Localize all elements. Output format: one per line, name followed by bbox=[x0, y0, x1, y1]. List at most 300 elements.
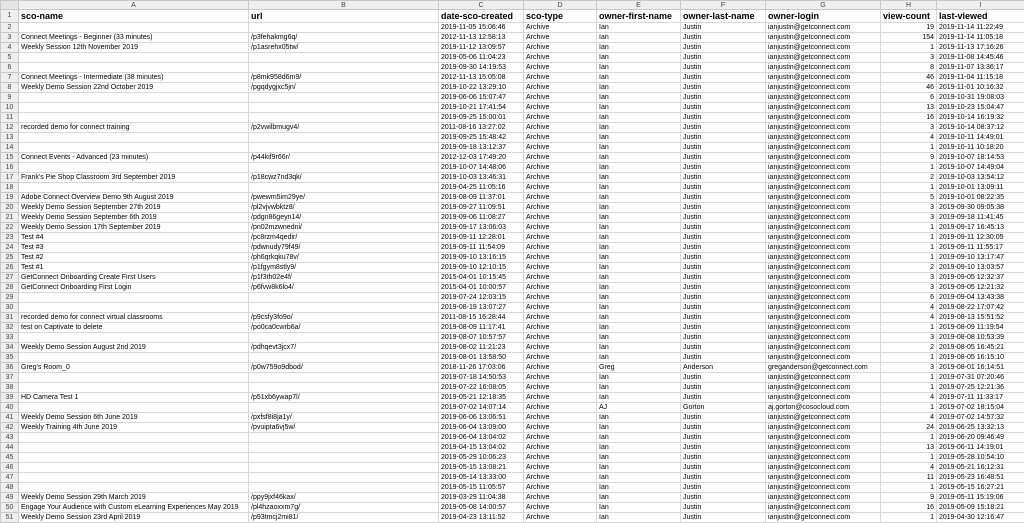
cell-sco-type[interactable]: Archive bbox=[524, 203, 597, 213]
cell-owner-last-name[interactable]: Justin bbox=[681, 143, 766, 153]
cell-view-count[interactable]: 3 bbox=[881, 53, 937, 63]
cell-owner-first-name[interactable]: Ian bbox=[597, 413, 681, 423]
cell-owner-login[interactable]: ianjustin@getconnect.com bbox=[766, 343, 881, 353]
row-number[interactable]: 48 bbox=[1, 483, 19, 493]
cell-owner-login[interactable]: ianjustin@getconnect.com bbox=[766, 283, 881, 293]
cell-date-sco-created[interactable]: 2019-06-04 13:04:02 bbox=[439, 433, 524, 443]
cell-owner-login[interactable]: ianjustin@getconnect.com bbox=[766, 463, 881, 473]
cell-url[interactable] bbox=[249, 403, 439, 413]
cell-view-count[interactable]: 1 bbox=[881, 223, 937, 233]
cell-last-viewed[interactable]: 2019-09-04 13:43:38 bbox=[937, 293, 1024, 303]
row-number[interactable]: 46 bbox=[1, 463, 19, 473]
cell-owner-last-name[interactable]: Justin bbox=[681, 103, 766, 113]
cell-owner-last-name[interactable]: Justin bbox=[681, 203, 766, 213]
cell-owner-first-name[interactable]: Greg bbox=[597, 363, 681, 373]
cell-date-sco-created[interactable]: 2019-09-11 12:28:01 bbox=[439, 233, 524, 243]
cell-sco-type[interactable]: Archive bbox=[524, 473, 597, 483]
cell-sco-name[interactable]: Test #2 bbox=[19, 253, 249, 263]
cell-view-count[interactable]: 16 bbox=[881, 113, 937, 123]
cell-view-count[interactable]: 3 bbox=[881, 283, 937, 293]
cell-sco-name[interactable]: Connect Meetings - Beginner (33 minutes) bbox=[19, 33, 249, 43]
cell-url[interactable] bbox=[249, 293, 439, 303]
cell-sco-type[interactable]: Archive bbox=[524, 113, 597, 123]
row-number[interactable]: 38 bbox=[1, 383, 19, 393]
cell-owner-first-name[interactable]: Ian bbox=[597, 333, 681, 343]
row-number[interactable]: 36 bbox=[1, 363, 19, 373]
cell-owner-login[interactable]: ianjustin@getconnect.com bbox=[766, 293, 881, 303]
cell-view-count[interactable]: 2 bbox=[881, 173, 937, 183]
cell-owner-login[interactable]: ianjustin@getconnect.com bbox=[766, 93, 881, 103]
cell-date-sco-created[interactable]: 2019-05-21 12:18:35 bbox=[439, 393, 524, 403]
cell-url[interactable] bbox=[249, 103, 439, 113]
cell-view-count[interactable]: 1 bbox=[881, 143, 937, 153]
cell-date-sco-created[interactable]: 2019-09-10 13:16:15 bbox=[439, 253, 524, 263]
cell-owner-first-name[interactable]: Ian bbox=[597, 383, 681, 393]
cell-last-viewed[interactable]: 2019-05-15 16:27:21 bbox=[937, 483, 1024, 493]
cell-date-sco-created[interactable]: 2019-09-17 13:06:03 bbox=[439, 223, 524, 233]
cell-url[interactable] bbox=[249, 473, 439, 483]
cell-owner-last-name[interactable]: Justin bbox=[681, 483, 766, 493]
column-header-cell[interactable]: owner-last-name bbox=[681, 10, 766, 23]
column-letter-header-cell[interactable]: F bbox=[681, 1, 766, 10]
row-number[interactable]: 5 bbox=[1, 53, 19, 63]
cell-sco-name[interactable]: recorded demo for connect training bbox=[19, 123, 249, 133]
cell-last-viewed[interactable]: 2019-10-07 18:14:53 bbox=[937, 153, 1024, 163]
cell-url[interactable] bbox=[249, 163, 439, 173]
cell-sco-type[interactable]: Archive bbox=[524, 343, 597, 353]
cell-view-count[interactable]: 4 bbox=[881, 133, 937, 143]
cell-view-count[interactable]: 4 bbox=[881, 393, 937, 403]
cell-owner-first-name[interactable]: Ian bbox=[597, 103, 681, 113]
cell-sco-name[interactable]: Weekly Session 12th November 2019 bbox=[19, 43, 249, 53]
cell-url[interactable]: /pxfsf8i8ja1y/ bbox=[249, 413, 439, 423]
row-number[interactable]: 44 bbox=[1, 443, 19, 453]
cell-url[interactable]: /p6fvw8k6lo4/ bbox=[249, 283, 439, 293]
cell-view-count[interactable]: 8 bbox=[881, 63, 937, 73]
cell-owner-first-name[interactable]: Ian bbox=[597, 493, 681, 503]
row-number[interactable]: 9 bbox=[1, 93, 19, 103]
cell-url[interactable] bbox=[249, 463, 439, 473]
cell-owner-last-name[interactable]: Justin bbox=[681, 133, 766, 143]
cell-owner-last-name[interactable]: Justin bbox=[681, 243, 766, 253]
row-number[interactable]: 11 bbox=[1, 113, 19, 123]
cell-date-sco-created[interactable]: 2019-09-27 11:09:51 bbox=[439, 203, 524, 213]
cell-date-sco-created[interactable]: 2012-11-13 12:58:13 bbox=[439, 33, 524, 43]
cell-view-count[interactable]: 19 bbox=[881, 23, 937, 33]
cell-owner-login[interactable]: ianjustin@getconnect.com bbox=[766, 203, 881, 213]
cell-last-viewed[interactable]: 2019-11-13 17:16:26 bbox=[937, 43, 1024, 53]
cell-last-viewed[interactable]: 2019-05-23 16:48:51 bbox=[937, 473, 1024, 483]
row-number[interactable]: 47 bbox=[1, 473, 19, 483]
cell-owner-first-name[interactable]: Ian bbox=[597, 243, 681, 253]
cell-owner-first-name[interactable]: Ian bbox=[597, 153, 681, 163]
cell-owner-last-name[interactable]: Justin bbox=[681, 253, 766, 263]
cell-owner-login[interactable]: ianjustin@getconnect.com bbox=[766, 423, 881, 433]
cell-owner-first-name[interactable]: Ian bbox=[597, 513, 681, 523]
cell-sco-name[interactable]: Test #1 bbox=[19, 263, 249, 273]
column-letter-header-cell[interactable]: C bbox=[439, 1, 524, 10]
cell-owner-login[interactable]: ianjustin@getconnect.com bbox=[766, 133, 881, 143]
cell-owner-login[interactable]: ianjustin@getconnect.com bbox=[766, 323, 881, 333]
cell-sco-name[interactable]: Weekly Demo Session 29th March 2019 bbox=[19, 493, 249, 503]
cell-owner-login[interactable]: greganderson@getconnect.com bbox=[766, 363, 881, 373]
cell-sco-name[interactable] bbox=[19, 443, 249, 453]
cell-date-sco-created[interactable]: 2019-05-08 14:00:57 bbox=[439, 503, 524, 513]
cell-owner-login[interactable]: ianjustin@getconnect.com bbox=[766, 393, 881, 403]
cell-url[interactable]: /ppy9jxf46kax/ bbox=[249, 493, 439, 503]
cell-date-sco-created[interactable]: 2019-11-12 13:09:57 bbox=[439, 43, 524, 53]
cell-owner-login[interactable]: ianjustin@getconnect.com bbox=[766, 213, 881, 223]
cell-view-count[interactable]: 1 bbox=[881, 233, 937, 243]
cell-owner-login[interactable]: ianjustin@getconnect.com bbox=[766, 253, 881, 263]
cell-last-viewed[interactable]: 2019-09-05 12:21:32 bbox=[937, 283, 1024, 293]
cell-owner-last-name[interactable]: Justin bbox=[681, 423, 766, 433]
cell-sco-type[interactable]: Archive bbox=[524, 153, 597, 163]
cell-sco-type[interactable]: Archive bbox=[524, 393, 597, 403]
cell-sco-type[interactable]: Archive bbox=[524, 423, 597, 433]
cell-owner-first-name[interactable]: Ian bbox=[597, 113, 681, 123]
cell-date-sco-created[interactable]: 2015-04-01 10:15:45 bbox=[439, 273, 524, 283]
cell-sco-type[interactable]: Archive bbox=[524, 73, 597, 83]
cell-owner-first-name[interactable]: Ian bbox=[597, 503, 681, 513]
cell-sco-type[interactable]: Archive bbox=[524, 83, 597, 93]
cell-sco-type[interactable]: Archive bbox=[524, 303, 597, 313]
cell-url[interactable] bbox=[249, 23, 439, 33]
cell-last-viewed[interactable]: 2019-06-25 13:32:13 bbox=[937, 423, 1024, 433]
cell-date-sco-created[interactable]: 2011-08-16 13:27:02 bbox=[439, 123, 524, 133]
row-number[interactable]: 26 bbox=[1, 263, 19, 273]
cell-url[interactable] bbox=[249, 433, 439, 443]
cell-sco-type[interactable]: Archive bbox=[524, 333, 597, 343]
cell-owner-login[interactable]: ianjustin@getconnect.com bbox=[766, 113, 881, 123]
cell-view-count[interactable]: 1 bbox=[881, 253, 937, 263]
row-number[interactable]: 15 bbox=[1, 153, 19, 163]
cell-date-sco-created[interactable]: 2019-03-29 11:04:38 bbox=[439, 493, 524, 503]
cell-date-sco-created[interactable]: 2019-11-05 15:06:46 bbox=[439, 23, 524, 33]
column-letter-header-cell[interactable]: E bbox=[597, 1, 681, 10]
cell-owner-first-name[interactable]: Ian bbox=[597, 313, 681, 323]
cell-owner-login[interactable]: ianjustin@getconnect.com bbox=[766, 173, 881, 183]
cell-last-viewed[interactable]: 2019-07-02 14:57:32 bbox=[937, 413, 1024, 423]
cell-sco-type[interactable]: Archive bbox=[524, 513, 597, 523]
cell-sco-name[interactable]: Connect Events - Advanced (23 minutes) bbox=[19, 153, 249, 163]
cell-url[interactable]: /pvuipta6vj5w/ bbox=[249, 423, 439, 433]
cell-sco-name[interactable] bbox=[19, 463, 249, 473]
cell-view-count[interactable]: 46 bbox=[881, 83, 937, 93]
cell-owner-first-name[interactable]: Ian bbox=[597, 283, 681, 293]
cell-last-viewed[interactable]: 2019-07-31 07:20:46 bbox=[937, 373, 1024, 383]
cell-last-viewed[interactable]: 2019-09-11 12:30:05 bbox=[937, 233, 1024, 243]
cell-owner-first-name[interactable]: Ian bbox=[597, 53, 681, 63]
cell-owner-last-name[interactable]: Justin bbox=[681, 193, 766, 203]
cell-owner-last-name[interactable]: Justin bbox=[681, 93, 766, 103]
cell-owner-first-name[interactable]: Ian bbox=[597, 223, 681, 233]
cell-date-sco-created[interactable]: 2019-10-07 14:48:06 bbox=[439, 163, 524, 173]
cell-last-viewed[interactable]: 2019-08-01 16:14:51 bbox=[937, 363, 1024, 373]
cell-owner-last-name[interactable]: Gorton bbox=[681, 403, 766, 413]
cell-owner-last-name[interactable]: Justin bbox=[681, 263, 766, 273]
cell-url[interactable] bbox=[249, 63, 439, 73]
row-number[interactable]: 50 bbox=[1, 503, 19, 513]
cell-owner-login[interactable]: ianjustin@getconnect.com bbox=[766, 73, 881, 83]
cell-url[interactable]: /pdhqevt3jcx7/ bbox=[249, 343, 439, 353]
cell-owner-last-name[interactable]: Anderson bbox=[681, 363, 766, 373]
cell-view-count[interactable]: 1 bbox=[881, 513, 937, 523]
cell-url[interactable]: /p1asrehx05tw/ bbox=[249, 43, 439, 53]
cell-last-viewed[interactable]: 2019-09-11 11:55:17 bbox=[937, 243, 1024, 253]
cell-last-viewed[interactable]: 2019-10-23 15:04:47 bbox=[937, 103, 1024, 113]
cell-view-count[interactable]: 3 bbox=[881, 213, 937, 223]
cell-owner-last-name[interactable]: Justin bbox=[681, 453, 766, 463]
cell-sco-type[interactable]: Archive bbox=[524, 63, 597, 73]
cell-owner-last-name[interactable]: Justin bbox=[681, 53, 766, 63]
column-header-cell[interactable]: last-viewed bbox=[937, 10, 1024, 23]
cell-date-sco-created[interactable]: 2019-06-04 13:09:00 bbox=[439, 423, 524, 433]
cell-view-count[interactable]: 24 bbox=[881, 423, 937, 433]
cell-view-count[interactable]: 4 bbox=[881, 463, 937, 473]
cell-last-viewed[interactable]: 2019-05-11 15:19:06 bbox=[937, 493, 1024, 503]
cell-sco-type[interactable]: Archive bbox=[524, 433, 597, 443]
cell-view-count[interactable]: 2 bbox=[881, 263, 937, 273]
cell-date-sco-created[interactable]: 2019-05-15 13:08:21 bbox=[439, 463, 524, 473]
cell-sco-name[interactable]: Test #4 bbox=[19, 233, 249, 243]
cell-owner-first-name[interactable]: Ian bbox=[597, 183, 681, 193]
cell-sco-name[interactable] bbox=[19, 143, 249, 153]
cell-last-viewed[interactable]: 2019-10-01 13:09:11 bbox=[937, 183, 1024, 193]
row-number[interactable]: 16 bbox=[1, 163, 19, 173]
cell-url[interactable]: /pgqdygjxc5jn/ bbox=[249, 83, 439, 93]
row-number[interactable]: 35 bbox=[1, 353, 19, 363]
cell-sco-type[interactable]: Archive bbox=[524, 313, 597, 323]
cell-owner-last-name[interactable]: Justin bbox=[681, 313, 766, 323]
cell-owner-first-name[interactable]: Ian bbox=[597, 73, 681, 83]
cell-owner-first-name[interactable]: Ian bbox=[597, 423, 681, 433]
cell-sco-type[interactable]: Archive bbox=[524, 43, 597, 53]
cell-sco-type[interactable]: Archive bbox=[524, 93, 597, 103]
row-number[interactable]: 39 bbox=[1, 393, 19, 403]
cell-url[interactable]: /p93tmcj2mi81/ bbox=[249, 513, 439, 523]
cell-sco-name[interactable]: Connect Meetings - Intermediate (38 minutes) bbox=[19, 73, 249, 83]
cell-sco-type[interactable]: Archive bbox=[524, 23, 597, 33]
cell-sco-name[interactable] bbox=[19, 53, 249, 63]
cell-owner-first-name[interactable]: Ian bbox=[597, 393, 681, 403]
cell-last-viewed[interactable]: 2019-10-11 10:18:20 bbox=[937, 143, 1024, 153]
cell-owner-last-name[interactable]: Justin bbox=[681, 123, 766, 133]
cell-sco-name[interactable] bbox=[19, 163, 249, 173]
cell-owner-last-name[interactable]: Justin bbox=[681, 283, 766, 293]
cell-owner-last-name[interactable]: Justin bbox=[681, 383, 766, 393]
cell-date-sco-created[interactable]: 2019-05-29 10:06:23 bbox=[439, 453, 524, 463]
cell-owner-last-name[interactable]: Justin bbox=[681, 513, 766, 523]
cell-date-sco-created[interactable]: 2019-09-11 11:54:09 bbox=[439, 243, 524, 253]
cell-owner-last-name[interactable]: Justin bbox=[681, 233, 766, 243]
cell-date-sco-created[interactable]: 2019-04-23 13:11:52 bbox=[439, 513, 524, 523]
cell-owner-login[interactable]: ianjustin@getconnect.com bbox=[766, 63, 881, 73]
cell-last-viewed[interactable]: 2019-11-04 11:15:18 bbox=[937, 73, 1024, 83]
cell-date-sco-created[interactable]: 2019-07-24 12:03:15 bbox=[439, 293, 524, 303]
cell-sco-type[interactable]: Archive bbox=[524, 223, 597, 233]
cell-date-sco-created[interactable]: 2019-09-10 12:10:15 bbox=[439, 263, 524, 273]
cell-view-count[interactable]: 13 bbox=[881, 103, 937, 113]
cell-url[interactable]: /p1f3th02e4f/ bbox=[249, 273, 439, 283]
row-number[interactable]: 49 bbox=[1, 493, 19, 503]
row-number[interactable]: 12 bbox=[1, 123, 19, 133]
cell-url[interactable]: /p2vwilbmugv4/ bbox=[249, 123, 439, 133]
cell-view-count[interactable]: 4 bbox=[881, 313, 937, 323]
cell-date-sco-created[interactable]: 2019-05-06 11:04:23 bbox=[439, 53, 524, 63]
cell-owner-first-name[interactable]: Ian bbox=[597, 263, 681, 273]
cell-sco-type[interactable]: Archive bbox=[524, 353, 597, 363]
cell-view-count[interactable]: 16 bbox=[881, 503, 937, 513]
cell-owner-login[interactable]: ianjustin@getconnect.com bbox=[766, 43, 881, 53]
cell-owner-last-name[interactable]: Justin bbox=[681, 23, 766, 33]
cell-url[interactable] bbox=[249, 443, 439, 453]
cell-sco-name[interactable]: test on Captivate to delete bbox=[19, 323, 249, 333]
cell-owner-login[interactable]: ianjustin@getconnect.com bbox=[766, 513, 881, 523]
cell-last-viewed[interactable]: 2019-06-20 09:46:49 bbox=[937, 433, 1024, 443]
cell-sco-name[interactable]: Frank's Pie Shop Classroom 3rd September 2019 bbox=[19, 173, 249, 183]
cell-view-count[interactable]: 3 bbox=[881, 363, 937, 373]
row-number[interactable]: 22 bbox=[1, 223, 19, 233]
cell-url[interactable]: /p44kif9r66r/ bbox=[249, 153, 439, 163]
row-number[interactable]: 23 bbox=[1, 233, 19, 243]
row-number[interactable]: 6 bbox=[1, 63, 19, 73]
cell-owner-last-name[interactable]: Justin bbox=[681, 333, 766, 343]
cell-date-sco-created[interactable]: 2012-11-13 15:05:08 bbox=[439, 73, 524, 83]
cell-sco-name[interactable]: Adobe Connect Overview Demo 9th August 2019 bbox=[19, 193, 249, 203]
cell-sco-type[interactable]: Archive bbox=[524, 503, 597, 513]
cell-url[interactable]: /p1fgym8stly9/ bbox=[249, 263, 439, 273]
column-letter-header-cell[interactable]: I bbox=[937, 1, 1024, 10]
cell-date-sco-created[interactable]: 2019-07-18 14:50:53 bbox=[439, 373, 524, 383]
cell-owner-login[interactable]: ianjustin@getconnect.com bbox=[766, 503, 881, 513]
cell-url[interactable]: /ph6qrkqku78v/ bbox=[249, 253, 439, 263]
cell-url[interactable] bbox=[249, 93, 439, 103]
cell-sco-name[interactable] bbox=[19, 333, 249, 343]
column-header-cell[interactable]: sco-name bbox=[19, 10, 249, 23]
cell-owner-first-name[interactable]: Ian bbox=[597, 133, 681, 143]
cell-owner-first-name[interactable]: Ian bbox=[597, 433, 681, 443]
row-number[interactable]: 25 bbox=[1, 253, 19, 263]
cell-sco-name[interactable] bbox=[19, 403, 249, 413]
cell-owner-last-name[interactable]: Justin bbox=[681, 183, 766, 193]
row-number[interactable]: 13 bbox=[1, 133, 19, 143]
cell-view-count[interactable]: 6 bbox=[881, 293, 937, 303]
row-number[interactable]: 33 bbox=[1, 333, 19, 343]
cell-last-viewed[interactable]: 2019-06-11 14:19:01 bbox=[937, 443, 1024, 453]
cell-last-viewed[interactable]: 2019-11-01 10:16:32 bbox=[937, 83, 1024, 93]
cell-sco-name[interactable] bbox=[19, 473, 249, 483]
cell-sco-name[interactable] bbox=[19, 453, 249, 463]
cell-owner-last-name[interactable]: Justin bbox=[681, 213, 766, 223]
cell-url[interactable] bbox=[249, 353, 439, 363]
column-header-cell[interactable]: sco-type bbox=[524, 10, 597, 23]
cell-date-sco-created[interactable]: 2019-08-09 11:37:01 bbox=[439, 193, 524, 203]
cell-url[interactable] bbox=[249, 333, 439, 343]
cell-owner-first-name[interactable]: Ian bbox=[597, 213, 681, 223]
cell-owner-login[interactable]: ianjustin@getconnect.com bbox=[766, 373, 881, 383]
cell-sco-name[interactable] bbox=[19, 433, 249, 443]
cell-sco-name[interactable] bbox=[19, 303, 249, 313]
cell-owner-login[interactable]: ianjustin@getconnect.com bbox=[766, 453, 881, 463]
cell-sco-type[interactable]: Archive bbox=[524, 413, 597, 423]
cell-last-viewed[interactable]: 2019-08-09 11:19:54 bbox=[937, 323, 1024, 333]
cell-owner-login[interactable]: ianjustin@getconnect.com bbox=[766, 143, 881, 153]
row-number[interactable]: 37 bbox=[1, 373, 19, 383]
cell-owner-first-name[interactable]: Ian bbox=[597, 343, 681, 353]
cell-sco-type[interactable]: Archive bbox=[524, 103, 597, 113]
cell-sco-name[interactable] bbox=[19, 383, 249, 393]
row-number[interactable]: 14 bbox=[1, 143, 19, 153]
cell-owner-first-name[interactable]: Ian bbox=[597, 483, 681, 493]
cell-sco-type[interactable]: Archive bbox=[524, 243, 597, 253]
cell-owner-last-name[interactable]: Justin bbox=[681, 413, 766, 423]
cell-owner-last-name[interactable]: Justin bbox=[681, 463, 766, 473]
cell-sco-name[interactable]: recorded demo for connect virtual classrooms bbox=[19, 313, 249, 323]
cell-view-count[interactable]: 13 bbox=[881, 443, 937, 453]
row-number[interactable]: 45 bbox=[1, 453, 19, 463]
column-header-cell[interactable]: owner-login bbox=[766, 10, 881, 23]
cell-owner-login[interactable]: ianjustin@getconnect.com bbox=[766, 53, 881, 63]
row-number[interactable]: 2 bbox=[1, 23, 19, 33]
cell-sco-name[interactable]: GetConnect Onboarding Create First Users bbox=[19, 273, 249, 283]
cell-sco-name[interactable] bbox=[19, 483, 249, 493]
cell-owner-last-name[interactable]: Justin bbox=[681, 173, 766, 183]
cell-sco-name[interactable]: Weekly Demo Session 6th June 2019 bbox=[19, 413, 249, 423]
cell-date-sco-created[interactable]: 2019-07-02 14:07:14 bbox=[439, 403, 524, 413]
cell-url[interactable]: /pl2vjvwbktz8/ bbox=[249, 203, 439, 213]
cell-owner-last-name[interactable]: Justin bbox=[681, 153, 766, 163]
cell-owner-first-name[interactable]: Ian bbox=[597, 23, 681, 33]
cell-date-sco-created[interactable]: 2019-04-25 11:05:16 bbox=[439, 183, 524, 193]
cell-date-sco-created[interactable]: 2019-09-25 15:00:01 bbox=[439, 113, 524, 123]
cell-view-count[interactable]: 1 bbox=[881, 353, 937, 363]
cell-view-count[interactable]: 3 bbox=[881, 123, 937, 133]
cell-url[interactable] bbox=[249, 483, 439, 493]
cell-view-count[interactable]: 1 bbox=[881, 373, 937, 383]
cell-sco-name[interactable] bbox=[19, 63, 249, 73]
cell-url[interactable] bbox=[249, 453, 439, 463]
cell-owner-login[interactable]: ianjustin@getconnect.com bbox=[766, 263, 881, 273]
column-letter-header-cell[interactable]: B bbox=[249, 1, 439, 10]
cell-view-count[interactable]: 1 bbox=[881, 483, 937, 493]
cell-owner-first-name[interactable]: Ian bbox=[597, 203, 681, 213]
cell-date-sco-created[interactable]: 2019-08-01 13:58:50 bbox=[439, 353, 524, 363]
cell-sco-name[interactable]: Weekly Demo Session 17th September 2019 bbox=[19, 223, 249, 233]
cell-last-viewed[interactable]: 2019-11-14 11:22:49 bbox=[937, 23, 1024, 33]
cell-date-sco-created[interactable]: 2019-06-06 15:07:47 bbox=[439, 93, 524, 103]
cell-last-viewed[interactable]: 2019-07-11 11:33:17 bbox=[937, 393, 1024, 403]
cell-sco-name[interactable] bbox=[19, 93, 249, 103]
cell-last-viewed[interactable]: 2019-09-17 16:45:13 bbox=[937, 223, 1024, 233]
cell-sco-type[interactable]: Archive bbox=[524, 133, 597, 143]
cell-url[interactable]: /pc8rzm4qedir/ bbox=[249, 233, 439, 243]
cell-last-viewed[interactable]: 2019-09-18 11:41:45 bbox=[937, 213, 1024, 223]
row-number[interactable]: 21 bbox=[1, 213, 19, 223]
cell-owner-last-name[interactable]: Justin bbox=[681, 223, 766, 233]
cell-sco-type[interactable]: Archive bbox=[524, 183, 597, 193]
cell-owner-login[interactable]: ianjustin@getconnect.com bbox=[766, 23, 881, 33]
row-number[interactable]: 43 bbox=[1, 433, 19, 443]
cell-view-count[interactable]: 4 bbox=[881, 303, 937, 313]
cell-url[interactable] bbox=[249, 303, 439, 313]
row-number[interactable]: 1 bbox=[1, 10, 19, 23]
cell-owner-last-name[interactable]: Justin bbox=[681, 393, 766, 403]
cell-sco-name[interactable] bbox=[19, 353, 249, 363]
row-number[interactable]: 27 bbox=[1, 273, 19, 283]
cell-view-count[interactable]: 3 bbox=[881, 203, 937, 213]
cell-owner-first-name[interactable]: Ian bbox=[597, 453, 681, 463]
